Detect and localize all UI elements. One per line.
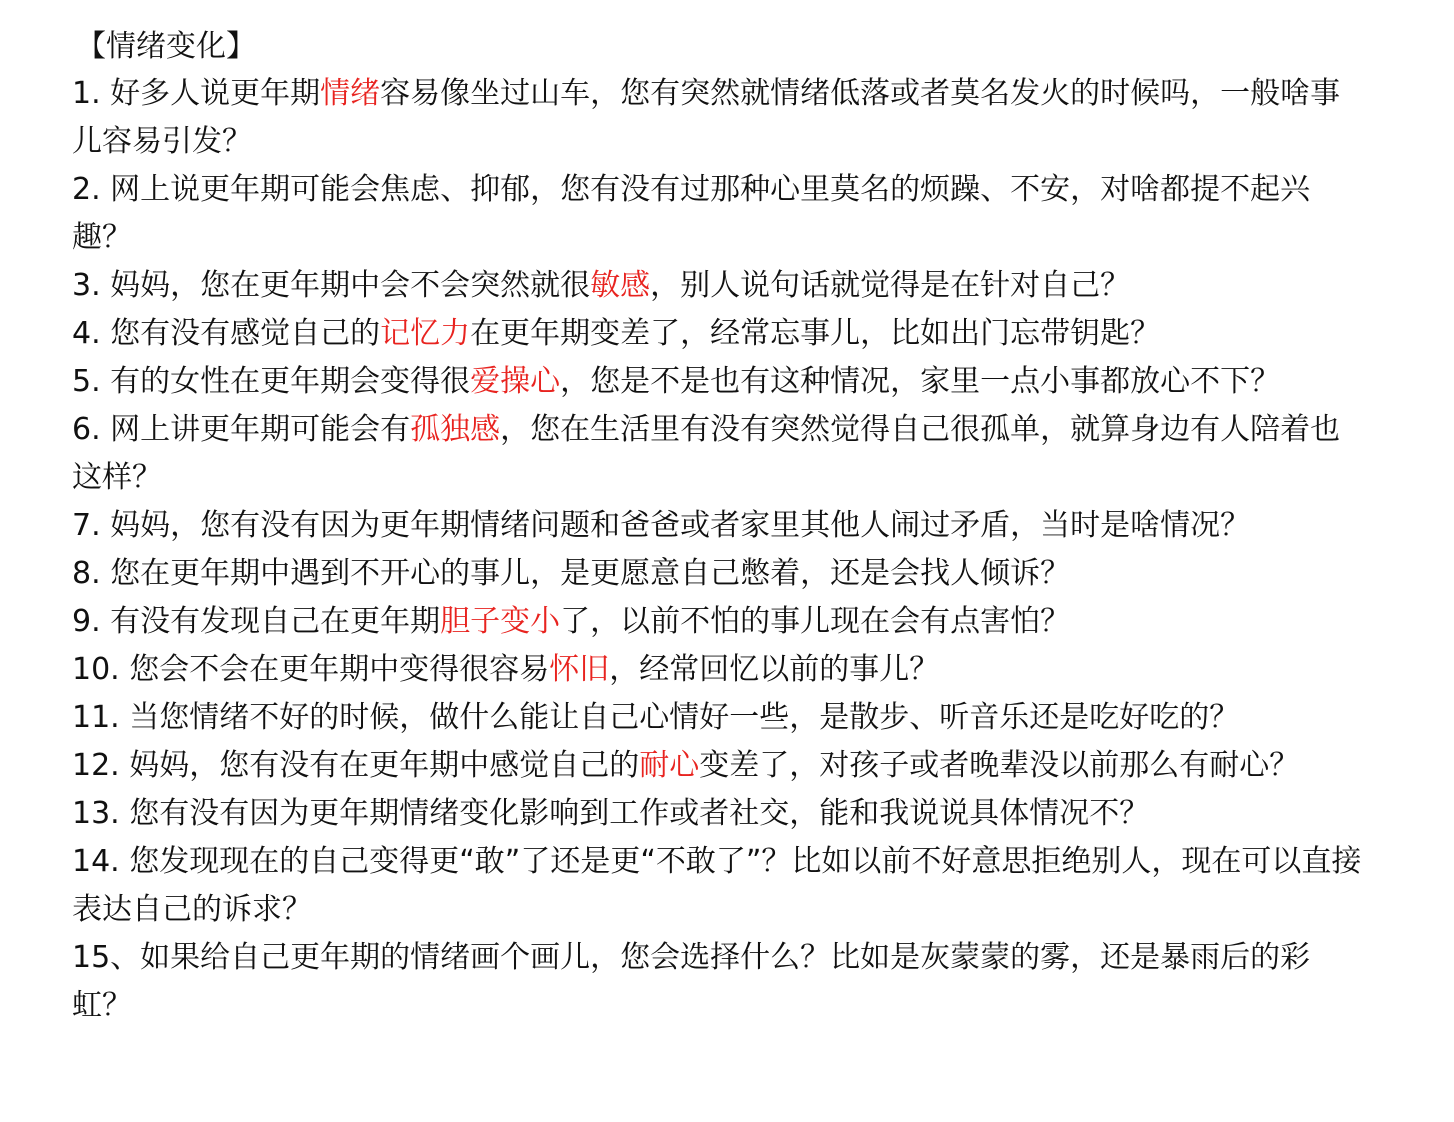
- question-list: [72, 70, 1362, 1030]
- question-item: [72, 502, 1362, 550]
- question-text: 2. 网上说更年期可能会焦虑、抑郁，您有没有过那种心里莫名的烦躁、不安，对啥都提不起兴趣？: [72, 172, 1311, 255]
- question-text: ，您是不是也有这种情况，家里一点小事都放心不下？: [560, 364, 1281, 399]
- question-text: 14. 您发现现在的自己变得更“敢”了还是更“不敢了”？比如以前不好意思拒绝别人，现在可以直接表达自己的诉求？: [72, 844, 1362, 927]
- question-item: [72, 838, 1362, 934]
- question-text: 6. 网上讲更年期可能会有: [72, 412, 411, 447]
- question-item: [72, 598, 1362, 646]
- question-item: [72, 166, 1362, 262]
- question-text: 13. 您有没有因为更年期情绪变化影响到工作或者社交，能和我说说具体情况不？: [72, 796, 1150, 831]
- question-item: [72, 358, 1362, 406]
- highlighted-keyword: 耐心: [639, 748, 700, 783]
- question-item: [72, 742, 1362, 790]
- question-text: ，别人说句话就觉得是在针对自己？: [650, 268, 1131, 303]
- question-text: 容易像坐过山车，您有突然就情绪低落或者莫名发火的时候吗，一般啥事儿容易引发？: [72, 76, 1341, 159]
- question-text: 12. 妈妈，您有没有在更年期中感觉自己的: [72, 748, 640, 783]
- question-text: 4. 您有没有感觉自己的: [72, 316, 381, 351]
- highlighted-keyword: 孤独感: [410, 412, 501, 447]
- question-item: [72, 550, 1362, 598]
- question-item: [72, 262, 1362, 310]
- question-text: 1. 好多人说更年期: [72, 76, 321, 111]
- question-text: 9. 有没有发现自己在更年期: [72, 604, 441, 639]
- highlighted-keyword: 怀旧: [549, 652, 610, 687]
- question-text: 7. 妈妈，您有没有因为更年期情绪问题和爸爸或者家里其他人闹过矛盾，当时是啥情况？: [72, 508, 1251, 543]
- question-item: [72, 694, 1362, 742]
- highlighted-keyword: 敏感: [590, 268, 651, 303]
- document: [72, 24, 1362, 1030]
- question-text: 8. 您在更年期中遇到不开心的事儿，是更愿意自己憋着，还是会找人倾诉？: [72, 556, 1071, 591]
- question-item: [72, 934, 1362, 1030]
- question-text: 变差了，对孩子或者晚辈没以前那么有耐心？: [699, 748, 1300, 783]
- question-text: 10. 您会不会在更年期中变得很容易: [72, 652, 550, 687]
- question-item: [72, 406, 1362, 502]
- highlighted-keyword: 记忆力: [380, 316, 471, 351]
- question-text: 3. 妈妈，您在更年期中会不会突然就很: [72, 268, 591, 303]
- highlighted-keyword: 胆子变小: [440, 604, 561, 639]
- section-title: 【情绪变化】: [76, 29, 256, 64]
- question-text: 15、如果给自己更年期的情绪画个画儿，您会选择什么？比如是灰蒙蒙的雾，还是暴雨后的彩虹？: [72, 940, 1311, 1023]
- question-item: [72, 790, 1362, 838]
- question-text: ，经常回忆以前的事儿？: [609, 652, 940, 687]
- question-text: ，您在生活里有没有突然觉得自己很孤单，就算身边有人陪着也这样？: [72, 412, 1341, 495]
- question-text: 了，以前不怕的事儿现在会有点害怕？: [560, 604, 1071, 639]
- question-item: [72, 70, 1362, 166]
- question-item: [72, 646, 1362, 694]
- question-item: [72, 310, 1362, 358]
- question-text: 5. 有的女性在更年期会变得很: [72, 364, 471, 399]
- highlighted-keyword: 爱操心: [470, 364, 561, 399]
- question-text: 11. 当您情绪不好的时候，做什么能让自己心情好一些，是散步、听音乐还是吃好吃的？: [72, 700, 1240, 735]
- highlighted-keyword: 情绪: [320, 76, 381, 111]
- question-text: 在更年期变差了，经常忘事儿，比如出门忘带钥匙？: [470, 316, 1161, 351]
